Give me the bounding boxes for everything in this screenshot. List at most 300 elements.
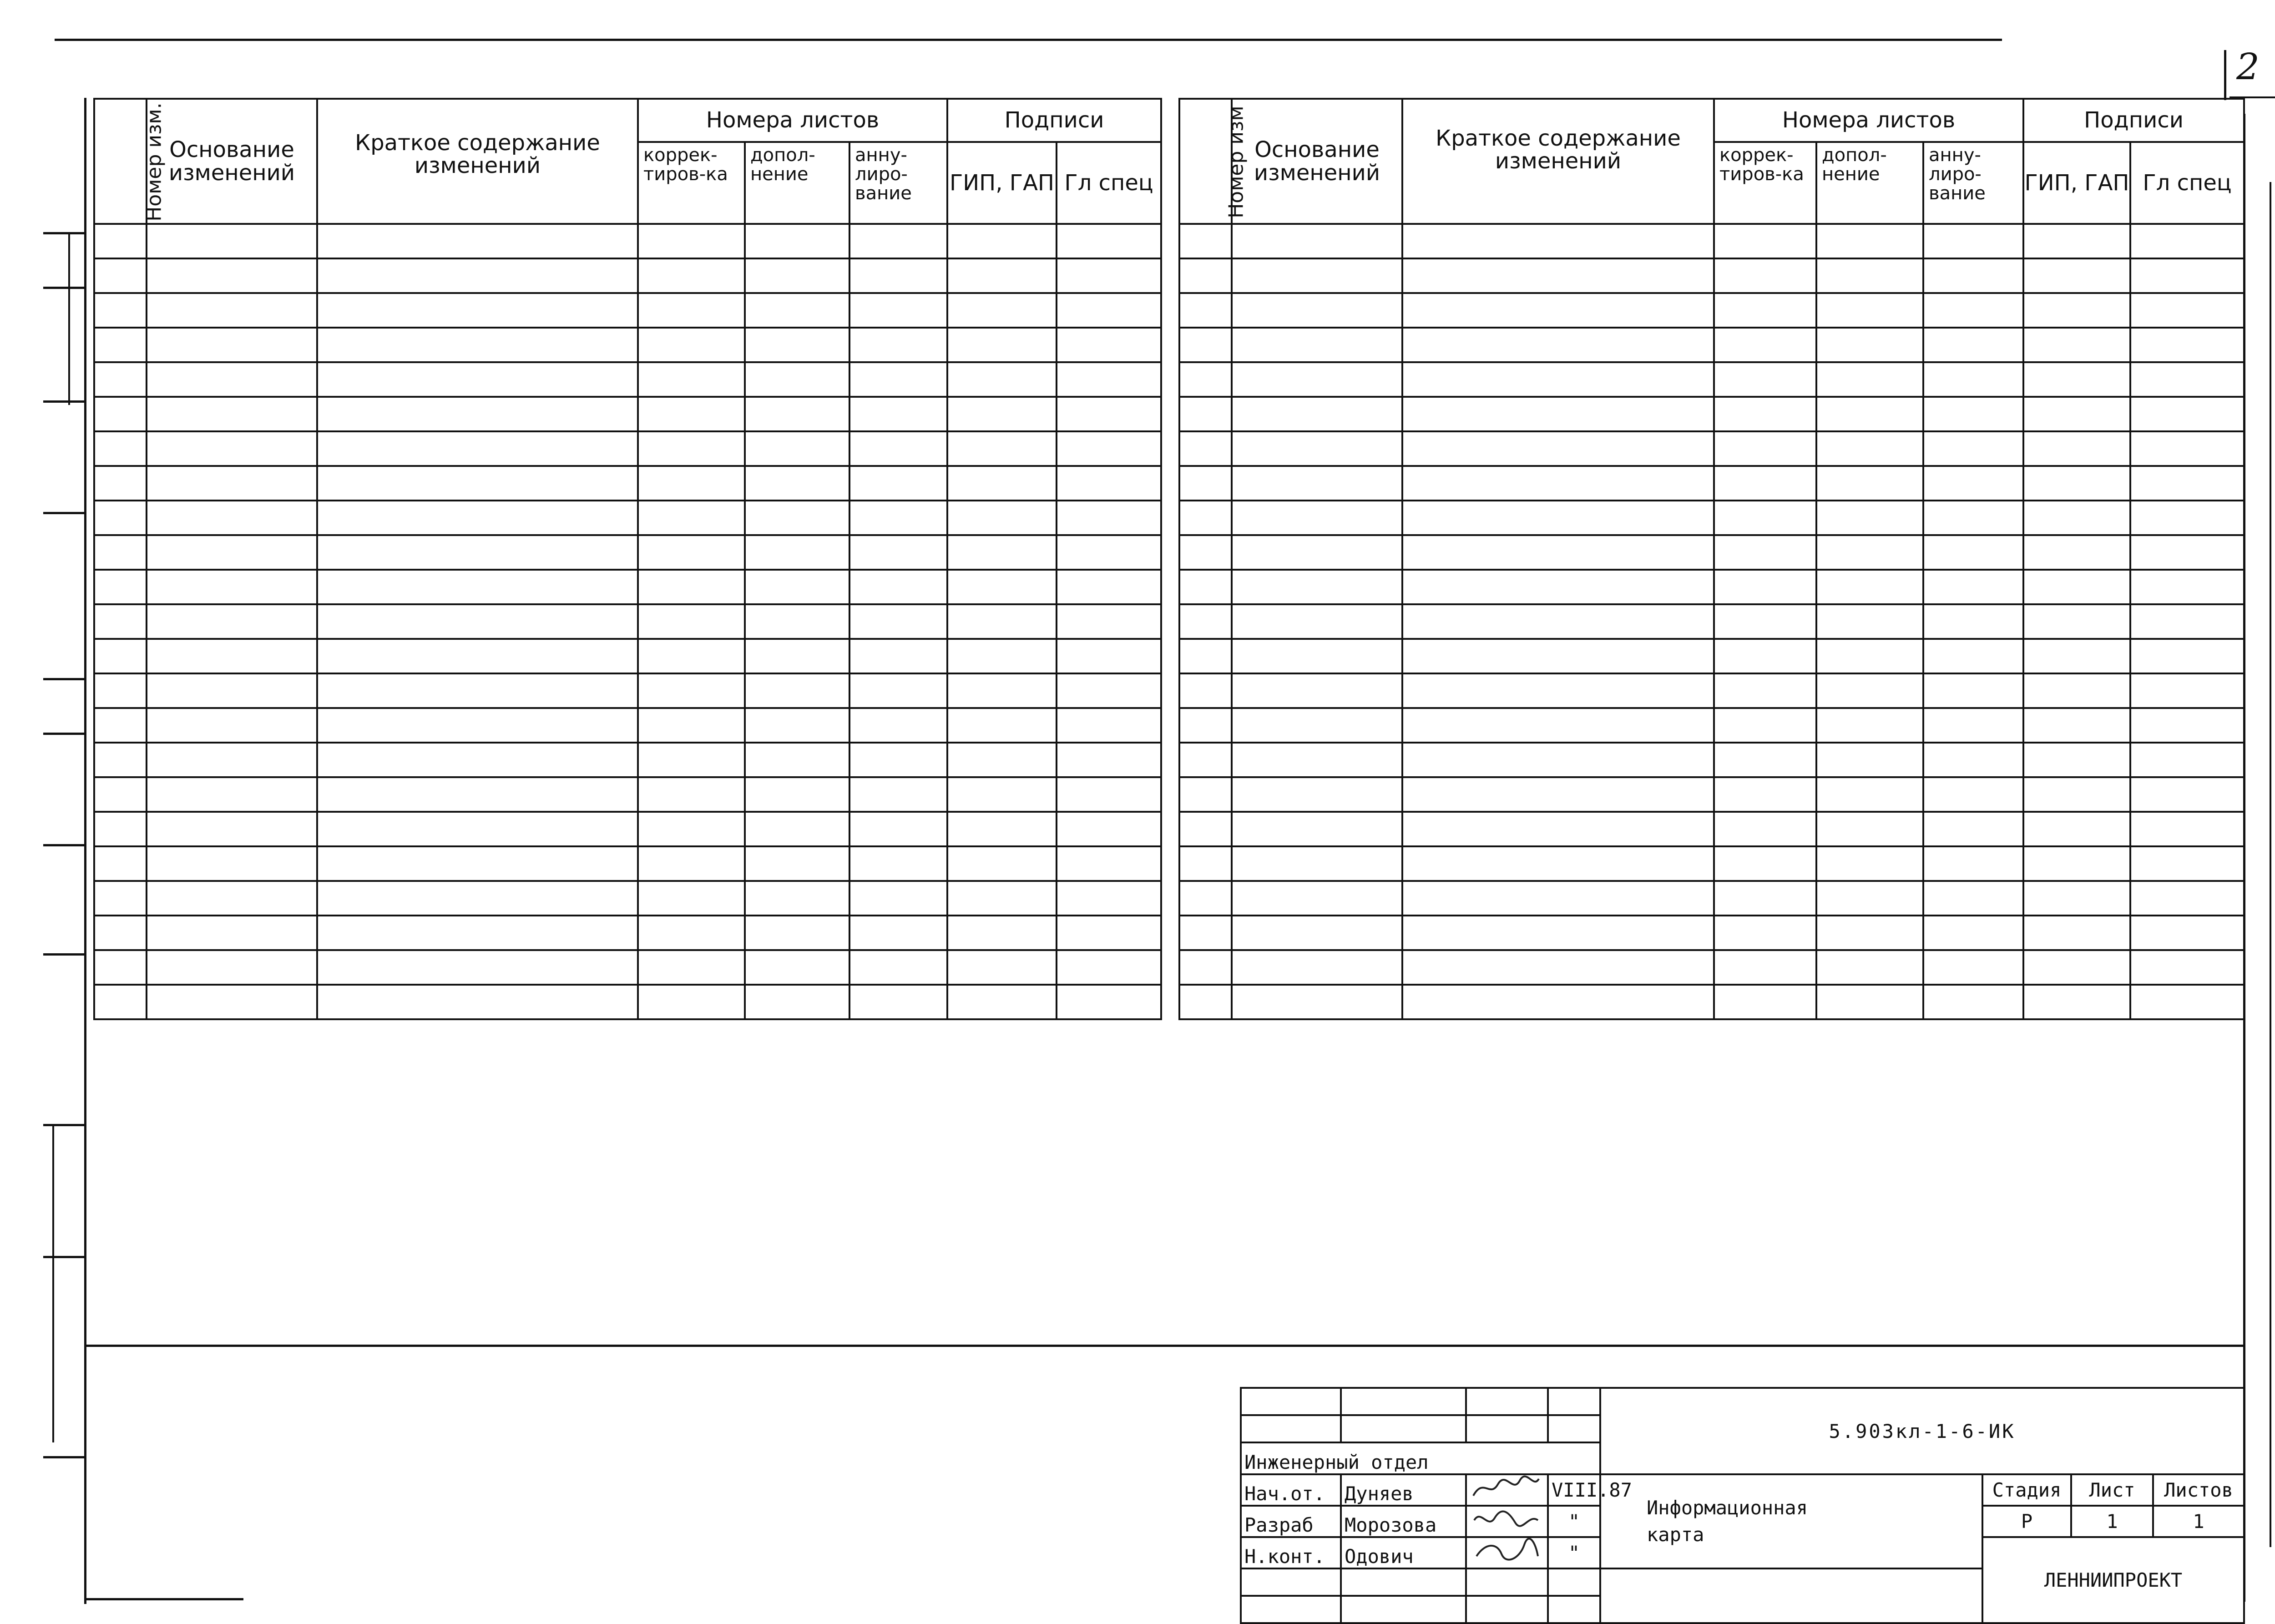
table-cell <box>1923 846 2023 881</box>
table-cell <box>1816 812 1923 846</box>
table-cell <box>1232 466 1402 501</box>
table-cell <box>1714 604 1816 639</box>
table-cell <box>1232 362 1402 397</box>
table-cell <box>849 466 947 501</box>
table-cell <box>2023 743 2130 777</box>
table-cell <box>1816 224 1923 258</box>
table-cell <box>94 431 147 466</box>
table-cell <box>94 777 147 812</box>
table-cell <box>94 362 147 397</box>
table-row <box>94 258 1161 293</box>
table-cell <box>1179 397 1232 431</box>
table-row <box>1179 397 2244 431</box>
table-cell <box>2023 397 2130 431</box>
table-cell <box>1816 431 1923 466</box>
table-cell <box>745 916 849 950</box>
stamp-name: Одович <box>1341 1537 1466 1568</box>
table-cell <box>1714 846 1816 881</box>
table-cell <box>317 743 638 777</box>
table-cell <box>1232 570 1402 604</box>
table-row <box>94 570 1161 604</box>
table-cell <box>1232 881 1402 916</box>
table-cell <box>849 743 947 777</box>
table-row <box>1179 224 2244 258</box>
table-cell <box>638 258 745 293</box>
table-cell <box>849 950 947 985</box>
table-cell <box>2130 777 2244 812</box>
table-cell <box>1923 916 2023 950</box>
table-cell <box>947 397 1057 431</box>
table-cell <box>94 258 147 293</box>
table-cell <box>947 743 1057 777</box>
header-chief-specialist: Гл спец <box>2130 142 2244 224</box>
table-cell <box>638 224 745 258</box>
table-row <box>94 916 1161 950</box>
table-cell <box>1402 916 1714 950</box>
table-cell <box>745 604 849 639</box>
table-cell <box>2130 362 2244 397</box>
margin-tick <box>43 400 84 403</box>
stamp-role: Н.конт. <box>1241 1537 1341 1568</box>
table-cell <box>317 328 638 362</box>
table-cell <box>745 950 849 985</box>
table-cell <box>94 743 147 777</box>
table-row <box>1179 708 2244 743</box>
table-row <box>1179 258 2244 293</box>
table-cell <box>1402 950 1714 985</box>
table-cell <box>317 535 638 570</box>
table-cell <box>638 812 745 846</box>
table-cell <box>745 258 849 293</box>
stamp-name: Дуняев <box>1341 1474 1466 1506</box>
table-cell <box>1179 950 1232 985</box>
sheet-number-divider <box>2224 50 2226 100</box>
table-cell <box>1232 293 1402 328</box>
table-cell <box>94 639 147 673</box>
table-cell <box>147 293 317 328</box>
table-cell <box>947 985 1057 1019</box>
table-cell <box>147 501 317 535</box>
table-cell <box>745 812 849 846</box>
table-cell <box>849 673 947 708</box>
table-cell <box>317 916 638 950</box>
table-cell <box>1057 604 1161 639</box>
table-cell <box>1232 812 1402 846</box>
table-cell <box>849 224 947 258</box>
title-block <box>1240 1387 2245 1624</box>
table-cell <box>638 501 745 535</box>
table-cell <box>1402 777 1714 812</box>
table-cell <box>849 846 947 881</box>
table-cell <box>1402 985 1714 1019</box>
table-cell <box>745 777 849 812</box>
table-cell <box>1816 777 1923 812</box>
table-cell <box>1923 362 2023 397</box>
table-cell <box>1816 570 1923 604</box>
table-cell <box>147 916 317 950</box>
table-cell <box>2023 673 2130 708</box>
table-cell <box>947 362 1057 397</box>
table-cell <box>147 258 317 293</box>
table-cell <box>745 224 849 258</box>
table-row <box>94 501 1161 535</box>
table-cell <box>745 570 849 604</box>
table-cell <box>947 916 1057 950</box>
table-cell <box>1179 743 1232 777</box>
table-cell <box>1179 431 1232 466</box>
table-cell <box>1179 224 1232 258</box>
table-cell <box>2023 466 2130 501</box>
table-cell <box>147 466 317 501</box>
top-border-line <box>55 39 2002 41</box>
table-row <box>1179 950 2244 985</box>
stamp-date: " <box>1548 1506 1600 1537</box>
table-row <box>1179 293 2244 328</box>
table-cell <box>94 466 147 501</box>
table-cell <box>745 397 849 431</box>
margin-tick <box>43 512 84 514</box>
table-cell <box>1816 604 1923 639</box>
header-annulment: анну-лиро-вание <box>1923 142 2023 224</box>
margin-tick <box>43 733 84 735</box>
table-cell <box>1402 604 1714 639</box>
table-cell <box>1402 258 1714 293</box>
table-cell <box>1923 985 2023 1019</box>
table-cell <box>849 812 947 846</box>
table-cell <box>1179 985 1232 1019</box>
table-cell <box>1232 258 1402 293</box>
table-row <box>94 639 1161 673</box>
table-cell <box>1232 777 1402 812</box>
table-cell <box>94 881 147 916</box>
table-cell <box>1402 293 1714 328</box>
stamp-name: Морозова <box>1341 1506 1466 1537</box>
table-cell <box>947 431 1057 466</box>
table-row <box>94 673 1161 708</box>
sheets-value: 1 <box>2153 1506 2244 1537</box>
table-cell <box>1816 328 1923 362</box>
table-cell <box>1232 639 1402 673</box>
table-cell <box>947 466 1057 501</box>
table-cell <box>2130 397 2244 431</box>
table-row <box>1179 362 2244 397</box>
table-cell <box>2023 362 2130 397</box>
table-cell <box>1816 881 1923 916</box>
stamp-signature <box>1466 1474 1548 1506</box>
table-cell <box>1923 639 2023 673</box>
sheet-label: Лист <box>2071 1474 2153 1506</box>
table-cell <box>745 466 849 501</box>
table-cell <box>947 881 1057 916</box>
stamp-role: Разраб <box>1241 1506 1341 1537</box>
table-cell <box>1179 846 1232 881</box>
change-log-table-left <box>93 98 1162 1020</box>
table-cell <box>1923 950 2023 985</box>
table-cell <box>638 743 745 777</box>
table-cell <box>1714 328 1816 362</box>
table-cell <box>1714 224 1816 258</box>
header-gip-gap: ГИП, ГАП <box>2023 142 2130 224</box>
table-cell <box>317 570 638 604</box>
table-cell <box>638 673 745 708</box>
table-cell <box>94 535 147 570</box>
table-row <box>1179 777 2244 812</box>
header-correction: коррек-тиров-ка <box>1714 142 1816 224</box>
table-cell <box>1402 224 1714 258</box>
table-cell <box>1057 397 1161 431</box>
table-cell <box>1232 397 1402 431</box>
margin-tick <box>43 953 84 956</box>
header-chief-specialist: Гл спец <box>1057 142 1161 224</box>
margin-tick <box>43 678 84 680</box>
table-cell <box>317 604 638 639</box>
table-cell <box>317 466 638 501</box>
table-cell <box>1714 950 1816 985</box>
table-row <box>1179 639 2244 673</box>
table-cell <box>1402 397 1714 431</box>
table-cell <box>1714 881 1816 916</box>
table-cell <box>1923 293 2023 328</box>
table-cell <box>1179 639 1232 673</box>
table-cell <box>1714 501 1816 535</box>
table-cell <box>947 846 1057 881</box>
table-row <box>1179 673 2244 708</box>
table-cell <box>638 362 745 397</box>
table-cell <box>94 224 147 258</box>
table-cell <box>1232 673 1402 708</box>
table-cell <box>1402 846 1714 881</box>
table-cell <box>147 743 317 777</box>
table-cell <box>1923 224 2023 258</box>
table-cell <box>849 604 947 639</box>
table-cell <box>1923 743 2023 777</box>
table-cell <box>1232 846 1402 881</box>
header-change-number: Номер изм <box>1179 99 1232 224</box>
table-cell <box>317 224 638 258</box>
table-cell <box>1057 708 1161 743</box>
margin-tick <box>43 844 84 846</box>
table-row <box>94 328 1161 362</box>
header-signatures: Подписи <box>947 99 1161 142</box>
table-cell <box>2130 881 2244 916</box>
table-cell <box>2023 258 2130 293</box>
table-cell <box>1057 362 1161 397</box>
table-cell <box>1714 812 1816 846</box>
table-row <box>1179 604 2244 639</box>
table-cell <box>317 950 638 985</box>
change-log-rows-left <box>94 224 1161 1019</box>
table-cell <box>317 501 638 535</box>
table-cell <box>317 985 638 1019</box>
table-cell <box>947 293 1057 328</box>
table-cell <box>147 224 317 258</box>
table-cell <box>745 362 849 397</box>
table-cell <box>317 362 638 397</box>
table-cell <box>94 950 147 985</box>
table-cell <box>1816 743 1923 777</box>
table-cell <box>638 639 745 673</box>
table-row <box>1179 431 2244 466</box>
table-cell <box>147 881 317 916</box>
table-cell <box>638 846 745 881</box>
table-cell <box>1923 466 2023 501</box>
table-cell <box>317 777 638 812</box>
table-row <box>94 604 1161 639</box>
table-cell <box>1816 466 1923 501</box>
sheets-label: Листов <box>2153 1474 2244 1506</box>
table-cell <box>1816 535 1923 570</box>
table-row <box>1179 812 2244 846</box>
margin-tick <box>43 1456 84 1458</box>
stamp-role: Нач.от. <box>1241 1474 1341 1506</box>
table-cell <box>849 881 947 916</box>
table-cell <box>1057 535 1161 570</box>
table-cell <box>2023 431 2130 466</box>
table-cell <box>745 293 849 328</box>
table-cell <box>2023 985 2130 1019</box>
table-cell <box>1179 328 1232 362</box>
table-cell <box>1402 535 1714 570</box>
table-cell <box>147 777 317 812</box>
table-cell <box>947 604 1057 639</box>
table-cell <box>317 431 638 466</box>
table-cell <box>2130 258 2244 293</box>
bottom-border-line <box>84 1598 243 1600</box>
table-row <box>1179 846 2244 881</box>
table-cell <box>849 328 947 362</box>
table-cell <box>1402 570 1714 604</box>
table-cell <box>2023 846 2130 881</box>
stamp-date: VIII.87 <box>1548 1474 1600 1506</box>
table-cell <box>1057 881 1161 916</box>
table-cell <box>317 673 638 708</box>
table-cell <box>1816 673 1923 708</box>
table-cell <box>745 535 849 570</box>
table-cell <box>2023 881 2130 916</box>
table-cell <box>638 466 745 501</box>
table-cell <box>638 293 745 328</box>
table-cell <box>94 570 147 604</box>
table-cell <box>745 846 849 881</box>
table-cell <box>1232 708 1402 743</box>
table-cell <box>2023 708 2130 743</box>
table-row <box>94 846 1161 881</box>
table-cell <box>2130 604 2244 639</box>
sheet-title-line2: карта <box>1647 1523 1704 1546</box>
table-cell <box>94 708 147 743</box>
table-cell <box>638 604 745 639</box>
table-cell <box>1923 328 2023 362</box>
table-cell <box>1179 777 1232 812</box>
table-cell <box>94 985 147 1019</box>
table-cell <box>94 812 147 846</box>
table-cell <box>849 777 947 812</box>
table-cell <box>1714 743 1816 777</box>
table-cell <box>2130 673 2244 708</box>
table-cell <box>317 258 638 293</box>
table-cell <box>1057 224 1161 258</box>
table-cell <box>1923 258 2023 293</box>
table-cell <box>947 639 1057 673</box>
table-row <box>94 743 1161 777</box>
table-row <box>1179 535 2244 570</box>
table-cell <box>2023 916 2130 950</box>
table-cell <box>947 708 1057 743</box>
table-cell <box>1057 950 1161 985</box>
stamp-date: " <box>1548 1537 1600 1568</box>
table-cell <box>1402 812 1714 846</box>
table-cell <box>2130 466 2244 501</box>
header-correction: коррек-тиров-ка <box>638 142 745 224</box>
table-cell <box>94 604 147 639</box>
table-cell <box>1179 708 1232 743</box>
table-cell <box>1232 950 1402 985</box>
table-cell <box>1179 812 1232 846</box>
table-cell <box>1816 708 1923 743</box>
header-sheet-numbers: Номера листов <box>638 99 947 142</box>
table-cell <box>947 950 1057 985</box>
table-cell <box>94 846 147 881</box>
table-row <box>94 466 1161 501</box>
table-cell <box>1923 604 2023 639</box>
table-cell <box>2130 431 2244 466</box>
table-cell <box>745 985 849 1019</box>
table-cell <box>745 328 849 362</box>
table-cell <box>1402 708 1714 743</box>
table-cell <box>1402 673 1714 708</box>
table-cell <box>1232 604 1402 639</box>
table-cell <box>1402 639 1714 673</box>
table-cell <box>1714 293 1816 328</box>
header-sheet-numbers: Номера листов <box>1714 99 2023 142</box>
table-cell <box>317 293 638 328</box>
table-cell <box>638 985 745 1019</box>
table-cell <box>1057 639 1161 673</box>
table-cell <box>638 881 745 916</box>
table-cell <box>1923 708 2023 743</box>
table-row <box>1179 328 2244 362</box>
table-cell <box>1816 293 1923 328</box>
document-code: 5.903кл-1-6-ИК <box>1600 1388 2244 1474</box>
table-cell <box>1816 950 1923 985</box>
table-row <box>94 777 1161 812</box>
table-cell <box>94 293 147 328</box>
table-cell <box>638 570 745 604</box>
table-cell <box>947 777 1057 812</box>
table-cell <box>1714 258 1816 293</box>
stage-value: Р <box>1982 1506 2071 1537</box>
table-cell <box>2130 501 2244 535</box>
table-cell <box>1057 673 1161 708</box>
table-cell <box>947 501 1057 535</box>
table-cell <box>1057 812 1161 846</box>
header-addition: допол-нение <box>745 142 849 224</box>
table-row <box>94 431 1161 466</box>
table-cell <box>94 328 147 362</box>
table-cell <box>745 501 849 535</box>
table-cell <box>1923 777 2023 812</box>
table-cell <box>2130 812 2244 846</box>
organization-name: ЛЕННИИПРОЕКТ <box>1982 1537 2244 1623</box>
margin-tick <box>43 232 84 234</box>
table-cell <box>1057 328 1161 362</box>
table-cell <box>317 639 638 673</box>
header-annulment: анну-лиро-вание <box>849 142 947 224</box>
header-change-basis: Основание изменений <box>147 99 317 224</box>
table-cell <box>745 673 849 708</box>
table-cell <box>147 639 317 673</box>
table-cell <box>1232 501 1402 535</box>
